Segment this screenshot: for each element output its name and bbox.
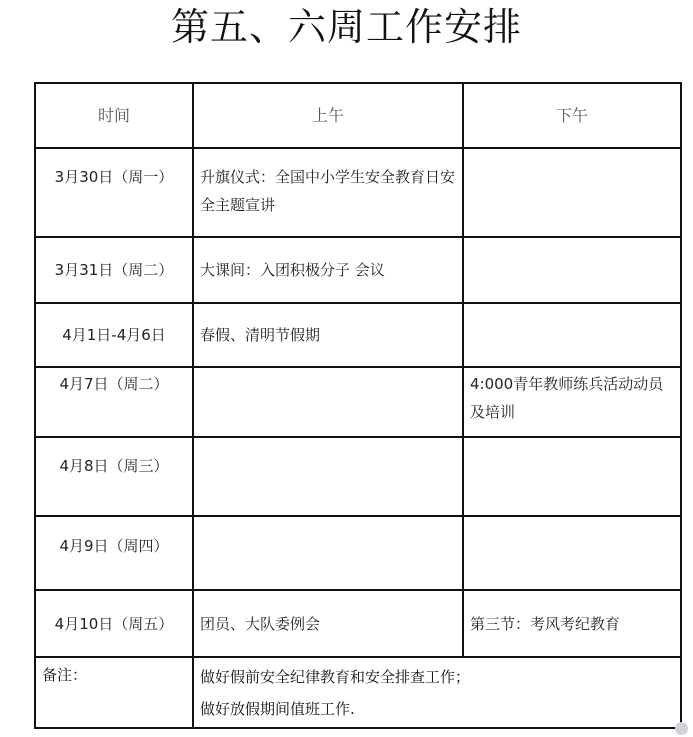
notes-row [35, 657, 681, 728]
morning-cell [193, 516, 463, 590]
table-row [35, 516, 681, 590]
afternoon-cell [463, 303, 681, 367]
time-cell: 4月10日（周五） [35, 590, 193, 657]
afternoon-cell: 4:000青年教师练兵活动动员及培训 [463, 367, 681, 437]
time-cell: 4月9日（周四） [35, 516, 193, 590]
morning-cell [193, 437, 463, 516]
table-row [35, 303, 681, 367]
time-cell: 3月31日（周二） [35, 237, 193, 303]
notes-content [193, 657, 681, 728]
morning-cell: 大课间：入团积极分子 会议 [193, 237, 463, 303]
time-cell: 4月7日（周二） [35, 367, 193, 437]
schedule-table [34, 82, 682, 729]
table-row [35, 437, 681, 516]
time-cell: 4月1日-4月6日 [35, 303, 193, 367]
notes-line: 做好假前安全纪律教育和安全排查工作； [200, 668, 471, 686]
table-row [35, 590, 681, 657]
time-cell: 4月8日（周三） [35, 437, 193, 516]
afternoon-cell: 第三节：考风考纪教育 [463, 590, 681, 657]
scroll-handle[interactable] [675, 722, 688, 735]
morning-cell: 春假、清明节假期 [193, 303, 463, 367]
header-morning: 上午 [193, 83, 463, 148]
header-afternoon: 下午 [463, 83, 681, 148]
table-header-row [35, 83, 681, 148]
afternoon-cell [463, 516, 681, 590]
afternoon-cell [463, 237, 681, 303]
table-row [35, 148, 681, 237]
page-title: 第五、六周工作安排 [170, 5, 522, 49]
notes-label: 备注： [35, 657, 193, 728]
table-row [35, 367, 681, 437]
morning-cell [193, 367, 463, 437]
afternoon-cell [463, 148, 681, 237]
table-row [35, 237, 681, 303]
morning-cell: 升旗仪式：全国中小学生安全教育日安全主题宣讲 [193, 148, 463, 237]
time-cell: 3月30日（周一） [35, 148, 193, 237]
notes-line: 做好放假期间值班工作. [200, 700, 355, 718]
header-time: 时间 [35, 83, 193, 148]
morning-cell: 团员、大队委例会 [193, 590, 463, 657]
afternoon-cell [463, 437, 681, 516]
